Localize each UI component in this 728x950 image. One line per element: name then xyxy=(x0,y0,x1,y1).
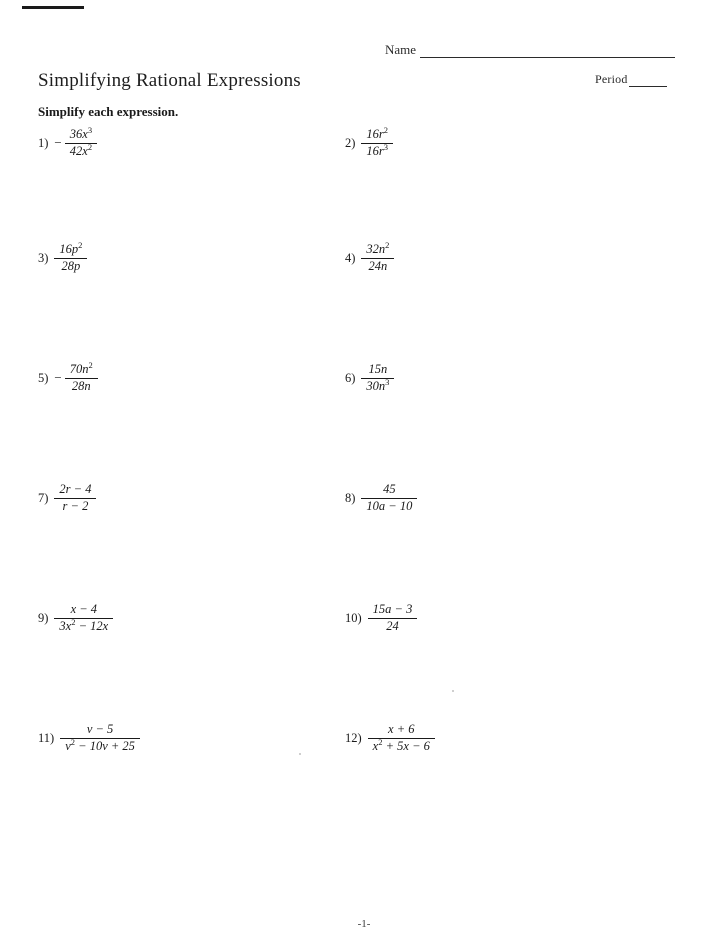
exponent: 3 xyxy=(385,376,390,387)
scan-speck xyxy=(452,690,454,692)
fraction xyxy=(54,483,96,513)
fraction-numerator: x + 6 xyxy=(388,722,415,736)
fraction-denominator: $v^2 - 10v + 25$ xyxy=(65,736,135,753)
problem-number: 8) xyxy=(345,490,356,505)
problem-expression xyxy=(54,359,97,393)
fraction-denominator: 10a − 10 xyxy=(366,498,413,513)
problem-item xyxy=(345,124,393,158)
scan-speck xyxy=(299,753,301,755)
fraction xyxy=(368,603,418,633)
fraction-numerator: 15a − 3 xyxy=(372,602,413,616)
problem-number: 10) xyxy=(345,610,362,625)
fraction-numerator: $70n^2$ xyxy=(69,359,93,376)
name-field-row xyxy=(385,42,675,58)
period-field-row xyxy=(595,72,667,87)
exponent: 2 xyxy=(70,736,76,747)
fraction-denominator: 24 xyxy=(386,618,399,633)
problem-expression xyxy=(368,603,418,633)
problem-item xyxy=(38,483,96,513)
problem-expression xyxy=(54,603,113,633)
fraction-denominator: 28p xyxy=(61,258,81,273)
problem-item xyxy=(38,603,113,633)
fraction-numerator: 2r − 4 xyxy=(59,482,92,496)
fraction-numerator: x − 4 xyxy=(70,602,98,616)
problem-expression xyxy=(60,723,140,753)
problem-list xyxy=(0,124,728,863)
fraction xyxy=(368,723,435,753)
problem-number: 11) xyxy=(38,730,55,745)
problem-item xyxy=(345,723,435,753)
problem-item xyxy=(38,239,87,273)
problem-item xyxy=(345,363,394,393)
fraction-numerator: $16p^2$ xyxy=(59,239,83,256)
problem-item xyxy=(345,603,417,633)
name-input-line[interactable] xyxy=(420,45,675,58)
fraction xyxy=(54,603,113,633)
exponent: 2 xyxy=(87,141,93,152)
problem-number: 6) xyxy=(345,370,356,385)
fraction xyxy=(65,124,97,158)
fraction xyxy=(361,239,394,273)
fraction-numerator: $36x^3$ xyxy=(69,124,93,141)
exponent: 2 xyxy=(383,124,389,135)
page-title: Simplifying Rational Expressions xyxy=(38,70,301,91)
problem-number: 9) xyxy=(38,610,49,625)
scan-artifact xyxy=(22,6,84,9)
exponent: 3 xyxy=(87,124,93,135)
instruction-text: Simplify each expression. xyxy=(38,104,179,119)
problem-expression xyxy=(361,124,393,158)
exponent: 3 xyxy=(383,141,389,152)
problem-item xyxy=(38,124,97,158)
problem-item xyxy=(38,359,98,393)
fraction-denominator: $3x^2 - 12x$ xyxy=(59,616,109,633)
problem-expression xyxy=(361,239,394,273)
problem-expression xyxy=(54,239,87,273)
negative-sign: − xyxy=(54,370,62,385)
fraction xyxy=(361,363,394,393)
fraction-numerator: v − 5 xyxy=(86,722,114,736)
problem-expression xyxy=(368,723,435,753)
fraction xyxy=(54,239,87,273)
fraction-denominator: 28n xyxy=(71,378,91,393)
fraction-numerator: $16r^2$ xyxy=(366,124,389,141)
exponent: 2 xyxy=(88,359,93,370)
problem-item xyxy=(345,483,417,513)
fraction xyxy=(60,723,140,753)
fraction-denominator: r − 2 xyxy=(62,498,89,513)
fraction-denominator: $42x^2$ xyxy=(69,141,93,158)
problem-expression xyxy=(54,124,97,158)
exponent: 2 xyxy=(71,616,76,627)
exponent: 2 xyxy=(378,736,383,747)
fraction-numerator: $32n^2$ xyxy=(366,239,390,256)
fraction-denominator: 24n xyxy=(368,258,388,273)
fraction-numerator: 45 xyxy=(383,482,396,496)
fraction-numerator: 15n xyxy=(368,362,388,376)
problem-number: 5) xyxy=(38,370,49,385)
problem-number: 1) xyxy=(38,135,49,150)
problem-expression xyxy=(54,483,96,513)
problem-number: 3) xyxy=(38,250,49,265)
problem-number: 7) xyxy=(38,490,49,505)
problem-expression xyxy=(361,483,417,513)
exponent: 2 xyxy=(385,239,390,250)
period-label: Period xyxy=(595,72,628,86)
problem-item xyxy=(345,239,394,273)
problem-number: 4) xyxy=(345,250,356,265)
fraction xyxy=(361,483,417,513)
name-label: Name xyxy=(385,42,417,57)
exponent: 2 xyxy=(78,239,83,250)
problem-item xyxy=(38,723,140,753)
period-input-line[interactable] xyxy=(629,75,667,87)
fraction xyxy=(65,359,98,393)
negative-sign: − xyxy=(54,135,62,150)
fraction-denominator: $30n^3$ xyxy=(366,376,390,393)
fraction xyxy=(361,124,393,158)
fraction-denominator: $16r^3$ xyxy=(366,141,389,158)
problem-number: 12) xyxy=(345,730,362,745)
problem-expression xyxy=(361,363,394,393)
fraction-denominator: $x^2 + 5x - 6$ xyxy=(372,736,430,753)
page-number: -1- xyxy=(357,918,371,930)
problem-number: 2) xyxy=(345,135,356,150)
problem-grid xyxy=(0,124,728,863)
